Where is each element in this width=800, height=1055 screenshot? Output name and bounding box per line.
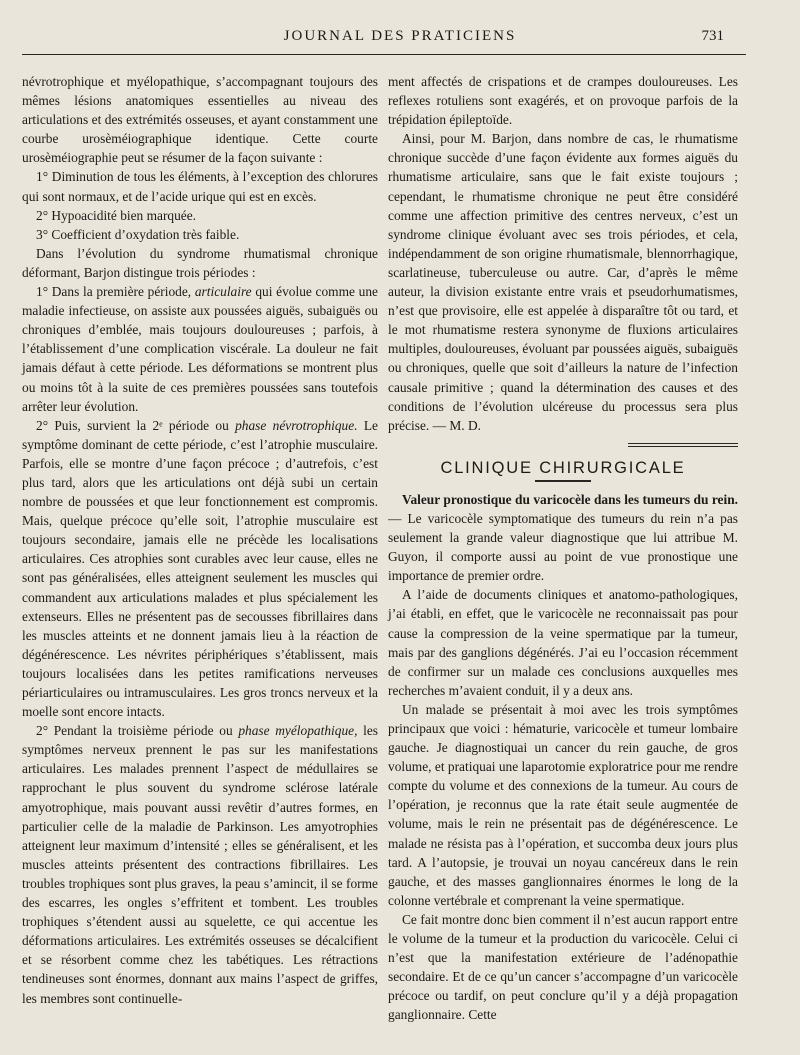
text-run: les symptômes nerveux prennent le pas sur les manifestations articulaires. Les malades prennent l’aspect de médullaires se rapprochant le plus souvent du syndrome sclérose latérale amyotrophique, mais pouvant aussi revêtir d’autres formes, en particulier celle de la maladie de Parkinson. Les amyotrophies atteignent leur maximum d’intensité ; elles se généralisent, et les muscles atteints présentent des contractions fibrillaires. Les troubles trophiques sont plus graves, la peau s’amincit, il se forme des escarres, les ongles s’effritent et tombent. Les troubles trophiques s’étendent aussi au squelette, ce qui accentue les déformations articulaires. Les extrémités osseuses se décalcifient et se résorbent comme chez les tabétiques. Les rétractions tendineuses sont énormes, donnant aux mains l’aspect de griffes, les membres sont continuelle- — [22, 723, 378, 1006]
paragraph: A l’aide de documents cliniques et anatomo-pathologiques, j’ai établi, en effet, que le varicocèle ne reconnaissait pas pour cause la compression de la veine spermatique par la tumeur, mais par des ganglions dégénérés. J’ai eu l’occasion récemment de confirmer sur un malade ces conclusions auxquelles mes recherches m’avaient conduit, il y a deux ans. — [388, 587, 738, 698]
separator-rule — [628, 443, 738, 444]
separator-rule — [628, 446, 738, 447]
paragraph — [22, 416, 378, 722]
paragraph — [388, 490, 738, 585]
right-column — [388, 72, 738, 1025]
left-column — [22, 72, 378, 1008]
paragraph — [22, 282, 378, 416]
paragraph: Ainsi, pour M. Barjon, dans nombre de cas, le rhumatisme chronique succède d’une façon évidente aux formes aiguës du rhumatisme articulaire, sans que le fait existe toujours ; cependant, le rhumatisme chronique ne peut être considéré comme une affection primitive des centres nerveux, c’est un syndrome clinique évoluant avec ses trois périodes, et cela, indépendamment de son origine rhumatismale, blennorrhagique, scarlatineuse, tuberculeuse ou autre. Car, d’après le même auteur, la division existante entre vrais et pseudorhumatismes, n’est que provisoire, elle est appelée à disparaître tôt ou tard, et le mot rhumatisme restera synonyme de fluxions articulaires multiples, douloureuses, évoluant par poussées aiguës, subaiguës ou chroniques, quelle que soit d’ailleurs la nature de l’infection causale primitive ; quand la détermination des causes et des conditions de l’évolution ulcéreuse du processus sera plus précise. — M. D. — [388, 131, 738, 433]
title-underline — [535, 480, 591, 482]
paragraph: Un malade se présentait à moi avec les trois symptômes principaux que voici : hématurie, varicocèle et tumeur lombaire gauche. Je diagnostiquai un cancer du rein gauche, de gros volume, et pratiquai une laparotomie exploratrice pour me rendre compte du volume et des connexions de la tumeur. Au cours de l’opération, je reconnus que la rate était seule augmentée de volume, mais le rein ne présentait pas de dégénérescence. Le malade ne résista pas à l’opération, et succomba deux jours plus tard. A l’autopsie, je trouvai un noyau cancéreux dans le rein gauche, et des masses ganglionnaires énormes le long de la colonne vertébrale et comprenant la veine spermatique. — [388, 701, 738, 908]
paragraph — [22, 721, 378, 1007]
paragraph: névrotrophique et myélopathique, s’accompagnant toujours des mêmes lésions anatomiques essentielles au niveau des articulations et des extrémités osseuses, et ayant constamment une courbe urosèméiographique identique. Cette courte urosèméiographie peut se résumer de la façon suivante : — [22, 74, 378, 166]
italic-term: articulaire — [194, 284, 252, 300]
paragraph: 1° Diminution de tous les éléments, à l’exception des chlorures qui sont normaux, et de l’acide urique qui est en excès. — [22, 169, 378, 204]
text-run: qui évolue comme une maladie infectieuse, on assiste aux poussées aiguës, subaiguës ou chroniques d’emblée, mais toujours douloureuses ; parfois, à l’établissement d’une complication viscérale. La douleur ne fait jamais défaut à cette période. Les déformations se montrent plus ou moins tôt à la suite de ces premières poussées sans toutefois arrêter leur évolution. — [22, 284, 378, 414]
text-run: — Le varicocèle symptomatique des tumeurs du rein n’a pas seulement la grande valeur diagnostique que lui attribue M. Guyon, il comporte aussi au point de vue pronostique une importance de premier ordre. — [388, 510, 738, 584]
italic-term: phase névrotrophique. — [235, 417, 358, 433]
page-number: 731 — [701, 28, 724, 44]
paragraph: 3° Coefficient d’oxydation très faible. — [36, 226, 240, 242]
text-run: Le symptôme dominant de cette période, c’est l’atrophie musculaire. Parfois, elle se montre d’une façon précoce ; d’autrefois, c’est plus tard, alors que les articulations ont déjà subi un certain nombre de poussées et que leur fonctionnement est compromis. Mais, quelque précoce qu’elle soit, l’atrophie musculaire est toujours secondaire, jamais elle ne précède les localisations articulaires. Ces atrophies sont curables avec leur cause, elles ne sont pas généralisées, elles atteignent seulement les muscles qui commandent aux articulations malades et plus spécialement les extenseurs. Elles ne présentent pas de secousses fibrillaires dans les muscles atteints et ne donnent jamais lieu à la réaction de dégénérescence. Les névrites périphériques s’établissent, mais toujours localisées dans les petites ramifications nerveuses périarticulaires ou intramusculaires. Les gros troncs nerveux et la moelle sont encore intacts. — [22, 417, 378, 720]
text-run: 2° Pendant la troisième période ou — [36, 723, 239, 739]
paragraph: Dans l’évolution du syndrome rhumatismal chronique déformant, Barjon distingue trois périodes : — [22, 245, 378, 280]
paragraph: 2° Hypoacidité bien marquée. — [36, 207, 197, 223]
article-heading: Valeur pronostique du varicocèle dans les tumeurs du rein. — [402, 491, 738, 507]
italic-term: phase myélopathique, — [238, 723, 358, 739]
journal-title: JOURNAL DES PRATICIENS — [283, 28, 517, 44]
page-header — [20, 22, 780, 52]
paragraph: Ce fait montre donc bien comment il n’est aucun rapport entre le volume de la tumeur et la production du varicocèle. Celui ci n’est que la manifestation extérieure de l’adénopathie secondaire. Et de ce qu’un cancer s’accompagne d’un varicocèle précoce ou tardif, on peut conclure qu’il y a déjà propagation ganglionnaire. Cette — [388, 911, 738, 1023]
section-title: CLINIQUE CHIRURGICALE — [440, 458, 686, 477]
text-run: 1° Dans la première période, — [36, 284, 195, 300]
paragraph: ment affectés de crispations et de crampes douloureuses. Les reflexes rotuliens sont exagérés, et on provoque parfois de la trépidation épileptoïde. — [388, 74, 738, 128]
text-run: 2° Puis, survient la 2ᵉ période ou — [36, 417, 236, 433]
header-rule — [22, 54, 746, 55]
